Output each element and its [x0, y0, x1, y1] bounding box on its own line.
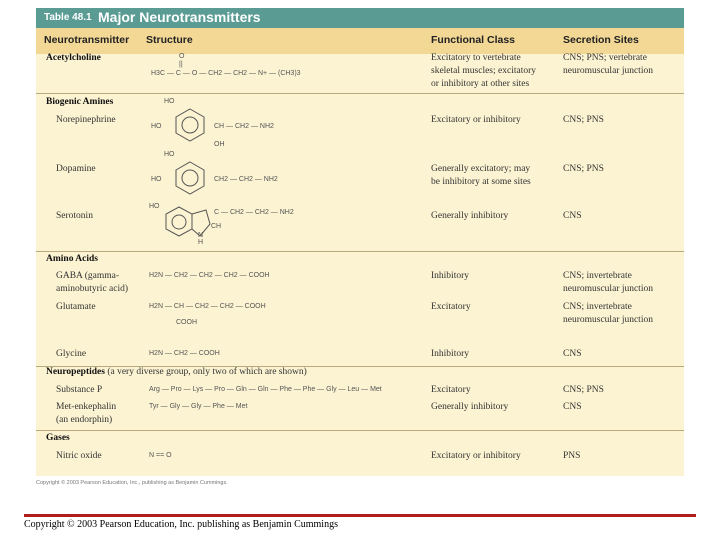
amino-acids-label: Amino Acids	[46, 254, 98, 264]
norepinephrine-ho-left: HO	[151, 123, 162, 130]
table-number: Table 48.1	[44, 12, 92, 23]
met-enkephalin-structure: Tyr — Gly — Gly — Phe — Met	[149, 403, 248, 410]
glutamate-sites-1: CNS; invertebrate	[563, 302, 632, 312]
substance-p-sites: CNS; PNS	[563, 385, 604, 395]
glutamate-sites-2: neuromuscular junction	[563, 315, 653, 325]
serotonin-n: N	[198, 232, 204, 239]
glutamate-structure: H2N — CH — CH2 — CH2 — COOH	[149, 303, 266, 310]
divider	[36, 93, 684, 94]
image-credit: Copyright © 2003 Pearson Education, Inc., publishing as Benjamin Cummings.	[36, 480, 228, 486]
dopamine-chain: CH2 — CH2 — NH2	[214, 176, 278, 183]
substance-p-structure: Arg — Pro — Lys — Pro — Gln — Gln — Phe — Phe — Gly — Leu — Met	[149, 386, 382, 393]
glycine-function: Inhibitory	[431, 349, 469, 359]
norepinephrine-sites: CNS; PNS	[563, 115, 604, 125]
nitric-oxide-structure: N == O	[149, 452, 172, 459]
gaba-sites-2: neuromuscular junction	[563, 284, 653, 294]
serotonin-function: Generally inhibitory	[431, 211, 509, 221]
glutamate-function: Excitatory	[431, 302, 471, 312]
divider	[36, 251, 684, 252]
acetylcholine-structure: H3C — C — O — CH2 — CH2 — N+ — (CH3)3	[151, 70, 301, 77]
dopamine-sites: CNS; PNS	[563, 164, 604, 174]
met-enkephalin-name-2: (an endorphin)	[56, 415, 113, 425]
acetylcholine-oxygen: O	[179, 53, 185, 60]
acetylcholine-sites-2: neuromuscular junction	[563, 66, 653, 76]
nitric-oxide-sites: PNS	[563, 451, 581, 461]
serotonin-ch: CH	[211, 223, 222, 230]
header-functional-class: Functional Class	[431, 34, 516, 46]
met-enkephalin-sites: CNS	[563, 402, 582, 412]
divider	[36, 430, 684, 431]
glutamate-name: Glutamate	[56, 302, 96, 312]
norepinephrine-chain: CH — CH2 — NH2	[214, 123, 274, 130]
header-structure: Structure	[146, 34, 193, 46]
met-enkephalin-function: Generally inhibitory	[431, 402, 509, 412]
glycine-sites: CNS	[563, 349, 582, 359]
dopamine-function-1: Generally excitatory; may	[431, 164, 531, 174]
serotonin-sites: CNS	[563, 211, 582, 221]
norepinephrine-ho-top: HO	[164, 98, 175, 105]
gaba-name-2: aminobutyric acid)	[56, 284, 129, 294]
acetylcholine-function-2: skeletal muscles; excitatory	[431, 66, 536, 76]
acetylcholine-sites-1: CNS; PNS; vertebrate	[563, 53, 647, 63]
acetylcholine-name: Acetylcholine	[46, 53, 101, 63]
neurotransmitter-table	[36, 8, 684, 476]
gaba-name-1: GABA (gamma-	[56, 271, 120, 281]
header-neurotransmitter: Neurotransmitter	[44, 34, 130, 46]
nitric-oxide-name: Nitric oxide	[56, 451, 102, 461]
dopamine-name: Dopamine	[56, 164, 96, 174]
glutamate-cooh: COOH	[176, 319, 197, 326]
serotonin-chain: C — CH2 — CH2 — NH2	[214, 209, 294, 216]
serotonin-name: Serotonin	[56, 211, 93, 221]
norepinephrine-function: Excitatory or inhibitory	[431, 115, 521, 125]
footer-rule	[24, 514, 696, 517]
gaba-function: Inhibitory	[431, 271, 469, 281]
acetylcholine-function-1: Excitatory to vertebrate	[431, 53, 521, 63]
header-secretion-sites: Secretion Sites	[563, 34, 639, 46]
neuropeptides-note: (a very diverse group, only two of which are shown)	[107, 367, 307, 377]
substance-p-name: Substance P	[56, 385, 103, 395]
indole-ring-icon	[164, 206, 214, 242]
serotonin-ho: HO	[149, 203, 160, 210]
acetylcholine-function-3: or inhibitory at other sites	[431, 79, 530, 89]
table-header-row	[36, 28, 684, 54]
gaba-structure: H2N — CH2 — CH2 — CH2 — COOH	[149, 272, 270, 279]
biogenic-amines-label: Biogenic Amines	[46, 97, 114, 107]
benzene-ring-icon	[174, 161, 206, 195]
dopamine-ho-left: HO	[151, 176, 162, 183]
table-title: Major Neurotransmitters	[98, 9, 261, 25]
norepinephrine-oh: OH	[214, 141, 225, 148]
gases-label: Gases	[46, 433, 70, 443]
acetylcholine-double-bond: ||	[179, 61, 183, 68]
neuropeptides-label: Neuropeptides	[46, 367, 105, 377]
glycine-name: Glycine	[56, 349, 87, 359]
neuropeptides-heading	[46, 366, 307, 379]
gaba-sites-1: CNS; invertebrate	[563, 271, 632, 281]
serotonin-h: H	[198, 239, 204, 246]
glycine-structure: H2N — CH2 — COOH	[149, 350, 220, 357]
benzene-ring-icon	[174, 108, 206, 142]
dopamine-function-2: be inhibitory at some sites	[431, 177, 531, 187]
nitric-oxide-function: Excitatory or inhibitory	[431, 451, 521, 461]
footer-copyright: Copyright © 2003 Pearson Education, Inc. publishing as Benjamin Cummings	[24, 519, 338, 530]
dopamine-ho-top: HO	[164, 151, 175, 158]
substance-p-function: Excitatory	[431, 385, 471, 395]
met-enkephalin-name-1: Met-enkephalin	[56, 402, 117, 412]
table-title-bar	[36, 8, 684, 28]
norepinephrine-name: Norepinephrine	[56, 115, 116, 125]
